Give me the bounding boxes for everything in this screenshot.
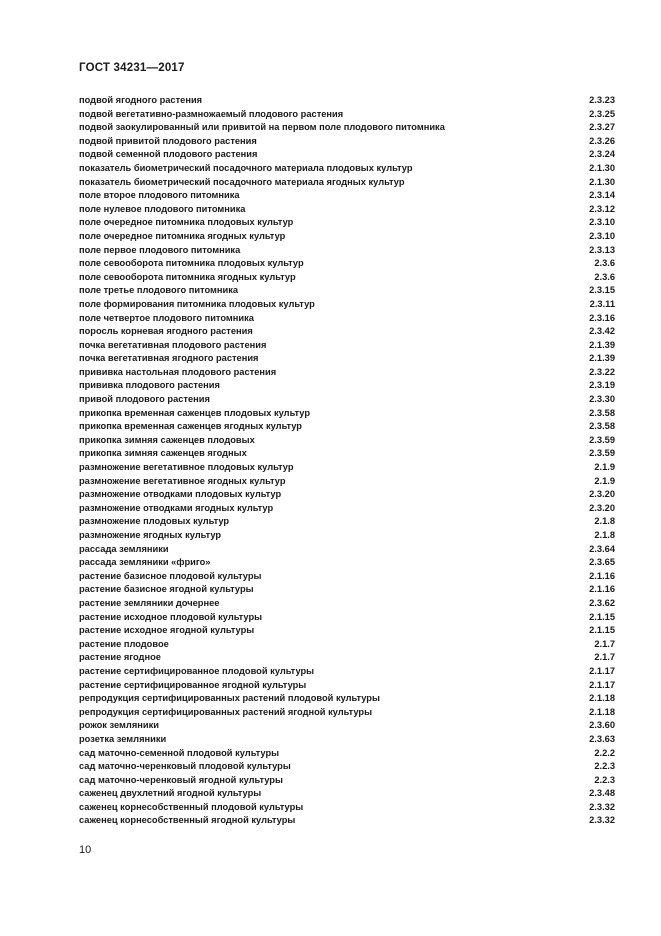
index-term: саженец корнесобственный ягодной культуры <box>79 815 296 826</box>
index-term: поле второе плодового питомника <box>79 190 240 201</box>
index-reference: 2.3.26 <box>589 135 615 146</box>
index-term: размножение ягодных культур <box>79 530 222 540</box>
index-reference: 2.3.32 <box>589 815 615 826</box>
index-reference: 2.1.7 <box>594 638 615 649</box>
index-term: сад маточно-семенной плодовой культуры <box>79 747 280 758</box>
index-reference: 2.1.7 <box>594 652 615 663</box>
index-reference: 2.3.11 <box>589 298 615 309</box>
index-entry <box>79 570 615 584</box>
index-entry <box>79 719 615 733</box>
index-entry <box>79 529 615 543</box>
index-entry <box>79 814 615 828</box>
index-term: саженец двухлетний ягодной культуры <box>79 788 262 799</box>
index-entry <box>79 461 615 475</box>
index-term: растение земляники дочернее <box>79 597 220 608</box>
index-term: размножение вегетативное плодовых культур <box>79 462 294 473</box>
index-reference: 2.1.17 <box>589 679 615 690</box>
index-term: прививка настольная плодового растения <box>79 366 277 377</box>
index-term: размножение отводками плодовых культур <box>79 489 282 500</box>
index-reference: 2.3.10 <box>589 230 615 241</box>
index-reference: 2.3.14 <box>589 190 615 201</box>
index-entry <box>79 760 615 774</box>
index-reference: 2.3.16 <box>589 312 615 323</box>
index-entry <box>79 787 615 801</box>
index-entry <box>79 352 615 366</box>
index-term: поле формирования питомника плодовых культур <box>79 298 315 309</box>
index-reference: 2.2.3 <box>594 774 615 785</box>
index-term: растение сертифицированное ягодной культуры <box>79 679 307 690</box>
index-term: прикопка зимняя саженцев ягодных <box>79 448 247 459</box>
index-term: показатель биометрический посадочного материала плодовых культур <box>79 162 413 173</box>
index-entry <box>79 148 615 162</box>
index-entry <box>79 747 615 761</box>
index-entry <box>79 733 615 747</box>
index-reference: 2.1.9 <box>594 475 615 486</box>
index-term: подвой вегетативно-размножаемый плодового растения <box>79 108 344 119</box>
index-reference: 2.3.20 <box>589 489 615 500</box>
index-entry <box>79 94 615 108</box>
index-reference: 2.3.48 <box>589 788 615 799</box>
index-entry <box>79 543 615 557</box>
index-term: растение базисное плодовой культуры <box>79 570 262 581</box>
index-reference: 2.1.16 <box>589 584 615 595</box>
index-term: подвой привитой плодового растения <box>79 135 257 146</box>
index-entry <box>79 244 615 258</box>
index-term: сад маточно-черенковый ягодной культуры <box>79 774 283 785</box>
index-term: поле третье плодового питомника <box>79 285 239 296</box>
page-number: 10 <box>79 844 92 856</box>
index-reference: 2.3.6 <box>594 258 615 269</box>
index-term: репродукция сертифицированных растений плодовой культуры <box>79 693 380 704</box>
index-entry <box>79 515 615 529</box>
term-index-list <box>79 94 615 828</box>
index-entry <box>79 447 615 461</box>
index-reference: 2.3.42 <box>589 326 615 337</box>
index-entry <box>79 679 615 693</box>
index-term: репродукция сертифицированных растений ягодной культуры <box>79 706 373 717</box>
index-entry <box>79 135 615 149</box>
index-term: прикопка временная саженцев ягодных культур <box>79 421 302 432</box>
index-entry <box>79 774 615 788</box>
index-term: привой плодового растения <box>79 394 210 405</box>
index-reference: 2.3.19 <box>589 380 615 391</box>
index-reference: 2.1.18 <box>589 706 615 717</box>
index-reference: 2.1.30 <box>589 162 615 173</box>
index-entry <box>79 108 615 122</box>
index-term: поле очередное питомника плодовых культур <box>79 217 294 228</box>
index-entry <box>79 284 615 298</box>
index-entry <box>79 366 615 380</box>
index-entry <box>79 665 615 679</box>
index-term: поле севооборота питомника плодовых культур <box>79 258 304 269</box>
index-reference: 2.3.12 <box>589 203 615 214</box>
index-entry <box>79 176 615 190</box>
index-entry <box>79 801 615 815</box>
index-reference: 2.3.32 <box>589 801 615 812</box>
index-term: рожок земляники <box>79 720 159 731</box>
index-entry <box>79 583 615 597</box>
index-entry <box>79 651 615 665</box>
index-reference: 2.3.30 <box>589 394 615 405</box>
index-reference: 2.3.22 <box>589 366 615 377</box>
index-reference: 2.1.18 <box>589 693 615 704</box>
index-term: рассада земляники <box>79 543 169 554</box>
index-reference: 2.1.8 <box>594 530 615 540</box>
index-entry <box>79 203 615 217</box>
index-entry <box>79 597 615 611</box>
index-reference: 2.3.59 <box>589 448 615 459</box>
index-entry <box>79 271 615 285</box>
index-reference: 2.3.63 <box>589 733 615 744</box>
index-entry <box>79 475 615 489</box>
index-term: прививка плодового растения <box>79 380 220 391</box>
index-entry <box>79 611 615 625</box>
index-entry <box>79 638 615 652</box>
index-reference: 2.1.39 <box>589 339 615 350</box>
index-term: розетка земляники <box>79 733 167 744</box>
index-term: растение базисное ягодной культуры <box>79 584 254 595</box>
index-entry <box>79 312 615 326</box>
index-entry <box>79 339 615 353</box>
index-term: растение ягодное <box>79 652 161 663</box>
index-reference: 2.1.15 <box>589 611 615 622</box>
index-term: подвой семенной плодового растения <box>79 149 258 160</box>
index-entry <box>79 692 615 706</box>
index-reference: 2.3.23 <box>589 95 615 105</box>
index-reference: 2.3.60 <box>589 720 615 731</box>
index-reference: 2.1.8 <box>594 516 615 527</box>
index-entry <box>79 189 615 203</box>
index-reference: 2.3.10 <box>589 217 615 228</box>
index-term: растение исходное ягодной культуры <box>79 625 255 636</box>
index-reference: 2.3.59 <box>589 434 615 445</box>
index-reference: 2.3.65 <box>589 557 615 568</box>
index-reference: 2.3.58 <box>589 407 615 418</box>
index-term: сад маточно-черенковый плодовой культуры <box>79 761 291 772</box>
index-term: подвой заокулированный или привитой на первом поле плодового питомника <box>79 122 445 133</box>
index-entry <box>79 216 615 230</box>
index-entry <box>79 257 615 271</box>
index-term: рассада земляники «фриго» <box>79 557 211 568</box>
index-entry <box>79 624 615 638</box>
index-entry <box>79 298 615 312</box>
index-entry <box>79 393 615 407</box>
index-reference: 2.3.6 <box>594 271 615 282</box>
index-term: растение сертифицированное плодовой культуры <box>79 665 315 676</box>
index-reference: 2.1.9 <box>594 462 615 473</box>
index-entry <box>79 420 615 434</box>
index-term: поле четвертое плодового питомника <box>79 312 254 323</box>
index-term: растение исходное плодовой культуры <box>79 611 263 622</box>
index-term: показатель биометрический посадочного материала ягодных культур <box>79 176 405 187</box>
index-reference: 2.3.20 <box>589 502 615 513</box>
index-entry <box>79 230 615 244</box>
index-term: поле очередное питомника ягодных культур <box>79 230 286 241</box>
index-entry <box>79 121 615 135</box>
index-term: почка вегетативная плодового растения <box>79 339 267 350</box>
index-reference: 2.1.15 <box>589 625 615 636</box>
index-reference: 2.3.62 <box>589 597 615 608</box>
index-entry <box>79 434 615 448</box>
index-reference: 2.1.17 <box>589 665 615 676</box>
index-term: растение плодовое <box>79 638 169 649</box>
index-term: размножение вегетативное ягодных культур <box>79 475 286 486</box>
index-term: поросль корневая ягодного растения <box>79 326 253 337</box>
index-reference: 2.3.27 <box>589 122 615 133</box>
index-term: поле нулевое плодового питомника <box>79 203 246 214</box>
index-term: почка вегетативная ягодного растения <box>79 353 259 364</box>
index-term: саженец корнесобственный плодовой культуры <box>79 801 304 812</box>
index-reference: 2.2.2 <box>594 747 615 758</box>
index-entry <box>79 325 615 339</box>
index-term: поле севооборота питомника ягодных культур <box>79 271 296 282</box>
index-entry <box>79 502 615 516</box>
index-entry <box>79 379 615 393</box>
index-term: прикопка временная саженцев плодовых культур <box>79 407 310 418</box>
index-reference: 2.1.30 <box>589 176 615 187</box>
index-entry <box>79 556 615 570</box>
index-term: подвой ягодного растения <box>79 95 203 105</box>
index-reference: 2.3.64 <box>589 543 615 554</box>
index-reference: 2.3.25 <box>589 108 615 119</box>
index-entry <box>79 162 615 176</box>
index-reference: 2.3.24 <box>589 149 615 160</box>
index-reference: 2.2.3 <box>594 761 615 772</box>
index-entry <box>79 706 615 720</box>
index-entry <box>79 488 615 502</box>
index-term: размножение отводками ягодных культур <box>79 502 274 513</box>
index-entry <box>79 407 615 421</box>
index-reference: 2.1.16 <box>589 570 615 581</box>
index-reference: 2.1.39 <box>589 353 615 364</box>
index-term: размножение плодовых культур <box>79 516 230 527</box>
standard-header: ГОСТ 34231—2017 <box>79 62 185 74</box>
index-reference: 2.3.15 <box>589 285 615 296</box>
index-term: прикопка зимняя саженцев плодовых <box>79 434 255 445</box>
index-reference: 2.3.13 <box>589 244 615 255</box>
index-term: поле первое плодового питомника <box>79 244 241 255</box>
index-reference: 2.3.58 <box>589 421 615 432</box>
